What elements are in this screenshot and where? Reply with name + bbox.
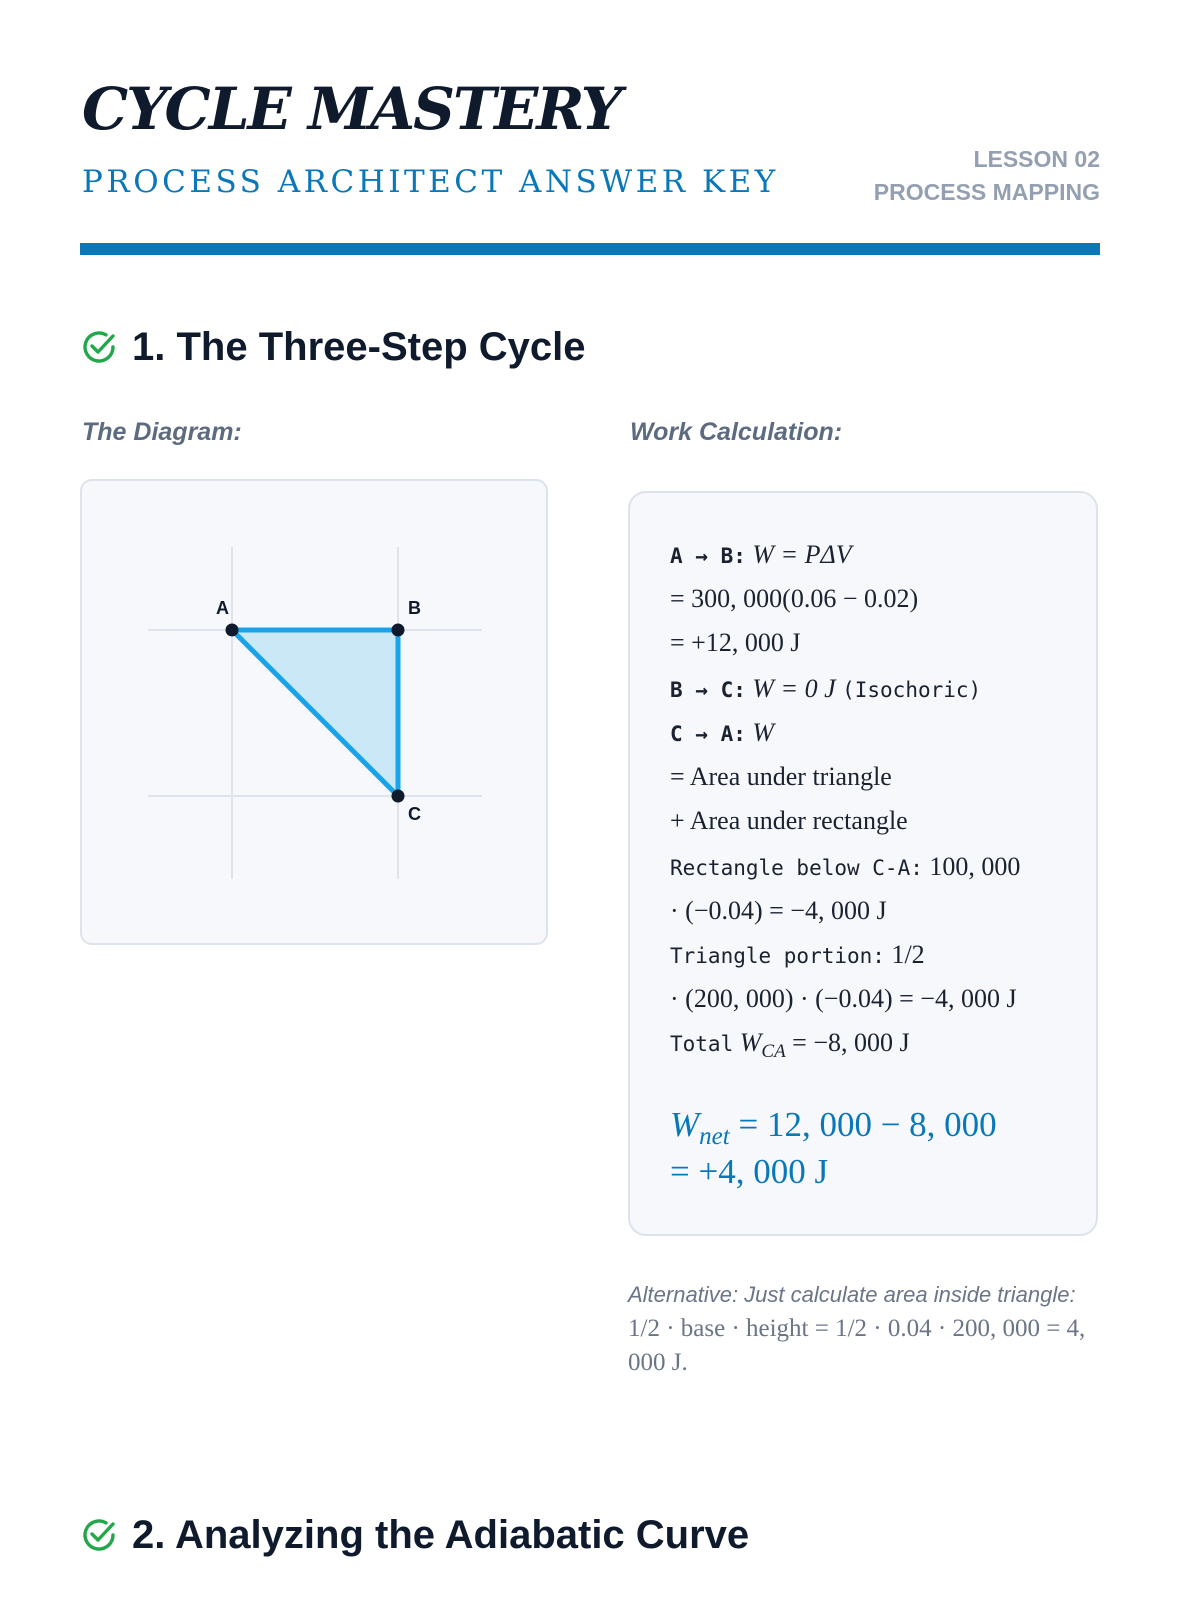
net-work-expression: = 12, 000 − 8, 000	[729, 1105, 997, 1144]
lesson-number: LESSON 02	[973, 146, 1100, 172]
section-1-heading	[80, 327, 585, 367]
diagram-label: The Diagram:	[82, 418, 242, 446]
calc-bc-label: B → C:	[670, 678, 746, 702]
pv-diagram-panel	[80, 479, 548, 945]
calc-triangle-label: Triangle portion:	[670, 944, 885, 968]
calc-rectangle-label: Rectangle below C-A:	[670, 856, 923, 880]
work-calculation-panel	[628, 491, 1098, 1236]
net-work-subscript: net	[699, 1123, 730, 1150]
point-a	[226, 624, 239, 637]
calc-bc-formula: W = 0 J	[752, 674, 836, 703]
calc-line-rectangle	[670, 854, 1020, 880]
calc-rectangle-result: · (−0.04) = −4, 000 J	[670, 896, 887, 925]
calc-total-subscript: CA	[761, 1041, 786, 1062]
net-work-result: = +4, 000 J	[670, 1152, 829, 1191]
calc-total-label: Total	[670, 1032, 734, 1056]
check-circle-icon	[80, 328, 118, 366]
calc-label: Work Calculation:	[630, 418, 843, 446]
calc-rectangle-value: 100, 000	[929, 852, 1021, 881]
calc-triangle-value: 1/2	[891, 940, 925, 969]
calc-line-ab	[670, 542, 852, 568]
calc-line-triangle	[670, 942, 925, 968]
section-1-title: 1. The Three-Step Cycle	[132, 325, 586, 369]
calc-ab-result: = +12, 000 J	[670, 628, 801, 657]
label-b: B	[408, 598, 421, 618]
check-circle-icon	[80, 1516, 118, 1554]
label-a: A	[216, 598, 229, 618]
pv-diagram	[82, 481, 548, 945]
calc-ca-formula: W	[752, 718, 775, 747]
calc-ab-label: A → B:	[670, 544, 746, 568]
calc-total-value: = −8, 000 J	[785, 1028, 910, 1057]
calc-triangle-result: · (200, 000) · (−0.04) = −4, 000 J	[670, 984, 1017, 1013]
net-work-line-1	[670, 1105, 997, 1150]
point-b	[392, 624, 405, 637]
alternative-note-text: Alternative: Just calculate area inside triangle:	[628, 1282, 1076, 1307]
calc-ca-label: C → A:	[670, 722, 746, 746]
calc-total-w: W	[739, 1028, 762, 1057]
calc-line-total	[670, 1028, 910, 1062]
calc-bc-note: (Isochoric)	[842, 678, 982, 702]
calc-line-bc	[670, 676, 981, 702]
calc-ab-substitution: = 300, 000(0.06 − 0.02)	[670, 584, 919, 613]
header-divider	[80, 243, 1100, 255]
brand-title: CYCLE MASTERY	[82, 75, 621, 143]
alternative-note-formula: 1/2 · base · height = 1/2 · 0.04 · 200, 000 = 4, 000 J.	[628, 1315, 1086, 1376]
calc-ca-triangle: = Area under triangle	[670, 762, 892, 791]
cycle-triangle	[232, 630, 398, 796]
calc-ab-formula: W = PΔV	[752, 540, 852, 569]
label-c: C	[408, 804, 421, 824]
page-subtitle: PROCESS ARCHITECT ANSWER KEY	[82, 164, 779, 200]
section-2-title: 2. Analyzing the Adiabatic Curve	[132, 1513, 750, 1557]
net-work-w: W	[670, 1105, 700, 1144]
section-2-heading	[80, 1515, 749, 1555]
calc-line-ca	[670, 720, 774, 746]
point-c	[392, 790, 405, 803]
alternative-note	[628, 1278, 1098, 1380]
lesson-topic: PROCESS MAPPING	[873, 179, 1100, 205]
calc-ca-rectangle: + Area under rectangle	[670, 806, 908, 835]
lesson-info	[874, 143, 1100, 209]
